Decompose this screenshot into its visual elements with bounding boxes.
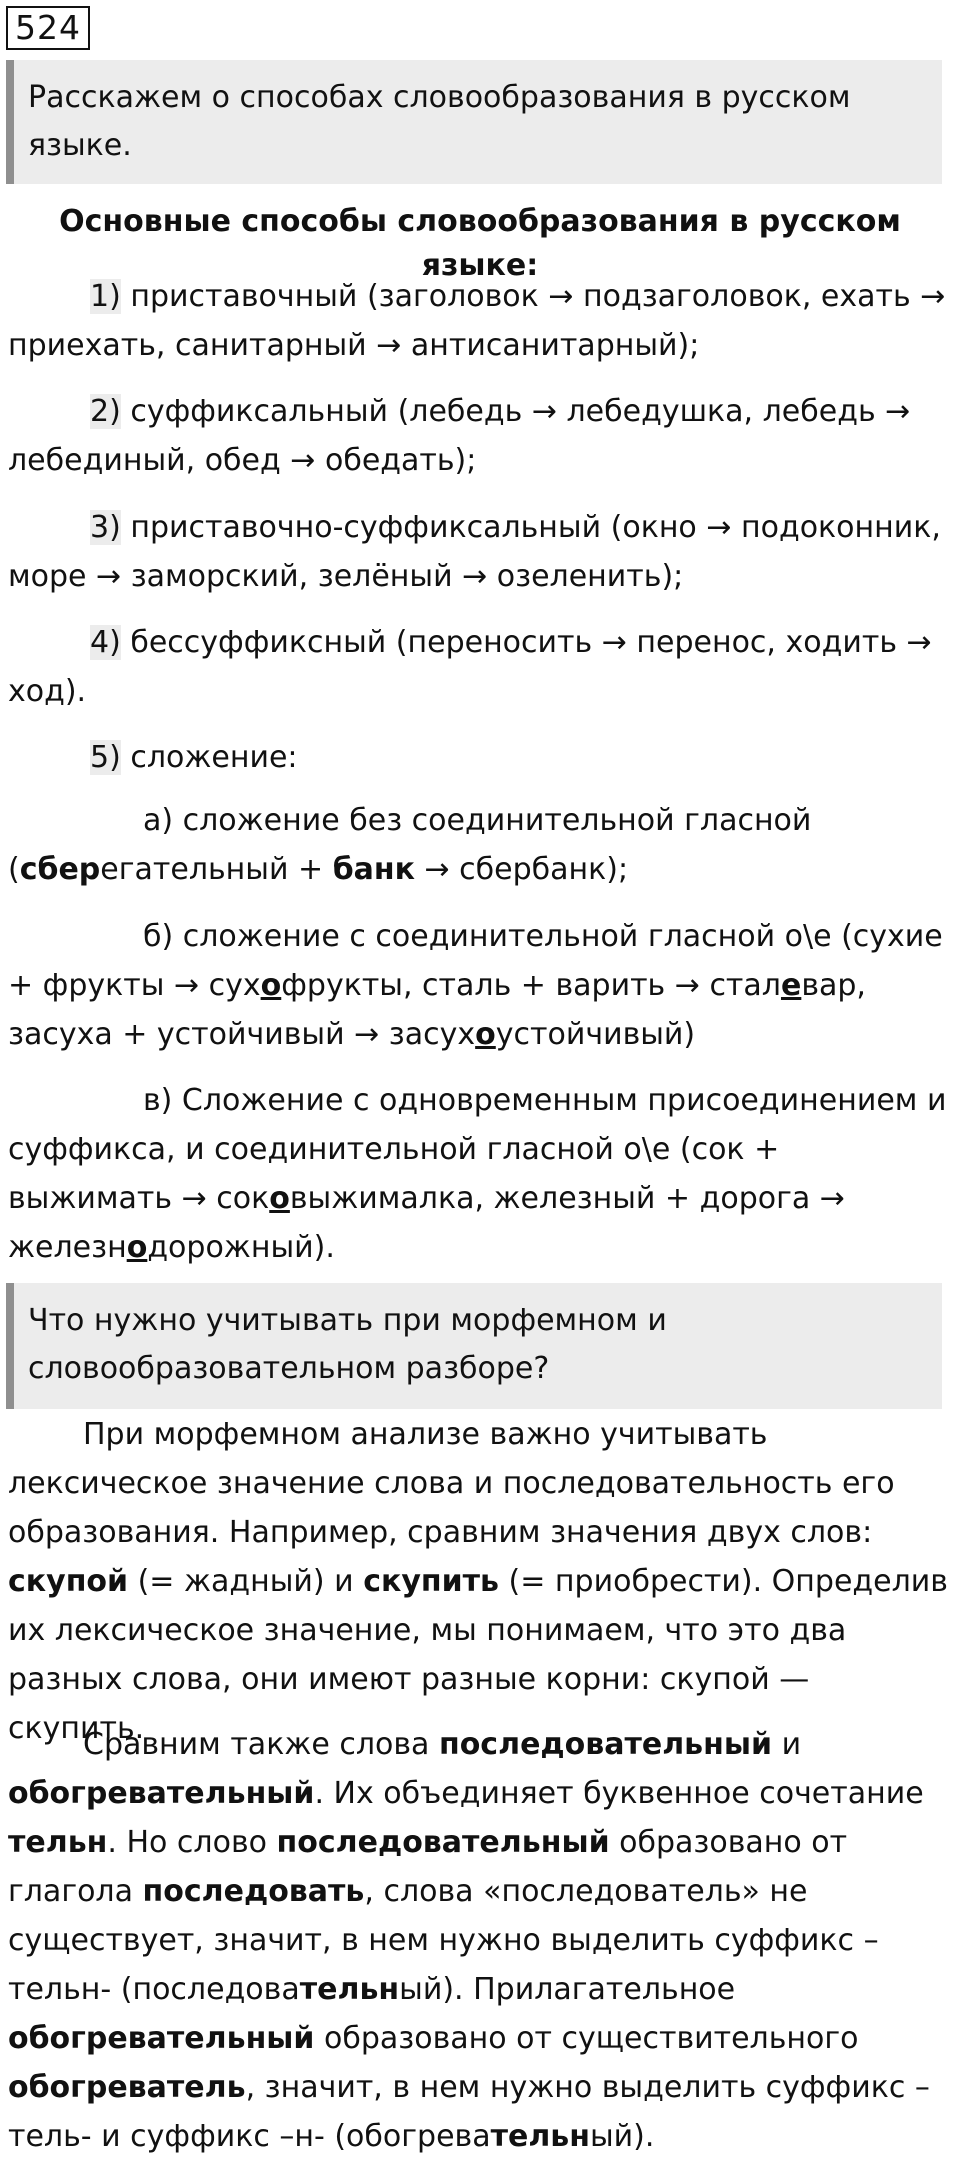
text-run: вар, засуха + устойчивый → засух — [8, 968, 866, 1052]
text-run: егательный + — [100, 852, 333, 887]
text-run: выжималка, железный + дорога → железн — [8, 1181, 845, 1265]
sub-item-b — [8, 912, 952, 1059]
text-run: фрукты, сталь + варить → стал — [281, 968, 781, 1003]
item-number: 3) — [90, 510, 121, 545]
item-prefixal — [8, 272, 952, 370]
text-run: . Но слово — [107, 1825, 277, 1860]
sub-item-c — [8, 1076, 952, 1272]
bold-run: последовательный — [438, 1727, 773, 1762]
text-run: образовано от существительного — [314, 2021, 859, 2056]
exercise-number: 524 — [6, 6, 90, 50]
text-run: (= приобрести). Определив их лексическое значение, мы понимаем, что это два разных слова, они имеют разные корни: скупой — скупить. — [8, 1564, 948, 1746]
bold-run: тельн — [8, 1825, 108, 1860]
connecting-vowel: о — [475, 1017, 496, 1052]
bold-run: сбер — [19, 852, 101, 887]
item-text: бессуффиксный (переносить → перенос, ходить → ход). — [8, 625, 932, 709]
item-prefix-suffixal — [8, 503, 952, 601]
bold-run: тельн — [299, 1972, 400, 2007]
text-run: устойчивый) — [495, 1017, 696, 1052]
note-question: Что нужно учитывать при морфемном и словообразовательном разборе? — [6, 1283, 942, 1409]
text-run: , слова «последователь» не существует, значит, в нем нужно выделить суффикс –тельн- (последова — [8, 1874, 879, 2007]
text-run: . Их объединяет буквенное сочетание — [314, 1776, 924, 1811]
text-run: , значит, в нем нужно выделить суффикс –тель- и суффикс –н- (обогрева — [8, 2070, 930, 2154]
text-run: образовано от глагола — [8, 1825, 848, 1909]
section-heading: Основные способы словообразования в русском языке: — [59, 204, 901, 283]
item-text: приставочный (заголовок → подзаголовок, ехать → приехать, санитарный → антисанитарный); — [8, 279, 946, 363]
bold-run: обогревательный — [8, 1776, 315, 1811]
text-run: Сравним также слова — [83, 1727, 439, 1762]
text-run: ый). Прилагательное — [399, 1972, 736, 2007]
sub-item-a — [8, 796, 952, 894]
text-run: дорожный). — [147, 1230, 335, 1265]
text-run: и — [772, 1727, 802, 1762]
item-number: 1) — [90, 279, 121, 314]
bold-run: банк — [332, 852, 415, 887]
paragraph-comparison — [8, 1720, 952, 2161]
item-text: сложение: — [130, 740, 298, 775]
text-run: При морфемном анализе важно учитывать лексическое значение слова и последовательность его образования. Например, сравним значения двух слов: — [8, 1417, 895, 1550]
text-run: а) сложение без соединительной гласной ( — [8, 803, 812, 887]
item-text: суффиксальный (лебедь → лебедушка, лебедь → лебединый, обед → обедать); — [8, 394, 911, 478]
text-run: ый). — [590, 2119, 655, 2154]
item-suffixal — [8, 387, 952, 485]
text-run: б) сложение с соединительной гласной о\е (сухие + фрукты → сух — [8, 919, 943, 1003]
paragraph-morphemic — [8, 1410, 952, 1753]
bold-run: обогревательный — [8, 2021, 315, 2056]
item-compounding — [8, 733, 952, 782]
text-run: (= жадный) и — [128, 1564, 364, 1599]
item-suffixless — [8, 618, 952, 716]
connecting-vowel: о — [269, 1181, 290, 1216]
bold-run: последовательный — [276, 1825, 610, 1860]
text-run: в) Сложение с одновременным присоединением и суффикса, и соединительной гласной о\е (сок + выжимать → сок — [8, 1083, 947, 1216]
connecting-vowel: е — [780, 968, 802, 1003]
connecting-vowel: о — [260, 968, 282, 1003]
item-number: 4) — [90, 625, 121, 660]
item-number: 5) — [90, 740, 121, 775]
item-number: 2) — [90, 394, 121, 429]
note-intro: Расскажем о способах словообразования в русском языке. — [6, 60, 942, 184]
connecting-vowel: о — [126, 1230, 148, 1265]
text-run: → сбербанк); — [414, 852, 629, 887]
bold-run: обогреватель — [8, 2070, 246, 2105]
bold-run: последовать — [142, 1874, 365, 1909]
item-text: приставочно-суффиксальный (окно → подоконник, море → заморский, зелёный → озеленить); — [8, 510, 941, 594]
bold-run: тельн — [490, 2119, 590, 2154]
bold-run: скупить — [363, 1564, 500, 1599]
bold-run: скупой — [8, 1564, 129, 1599]
